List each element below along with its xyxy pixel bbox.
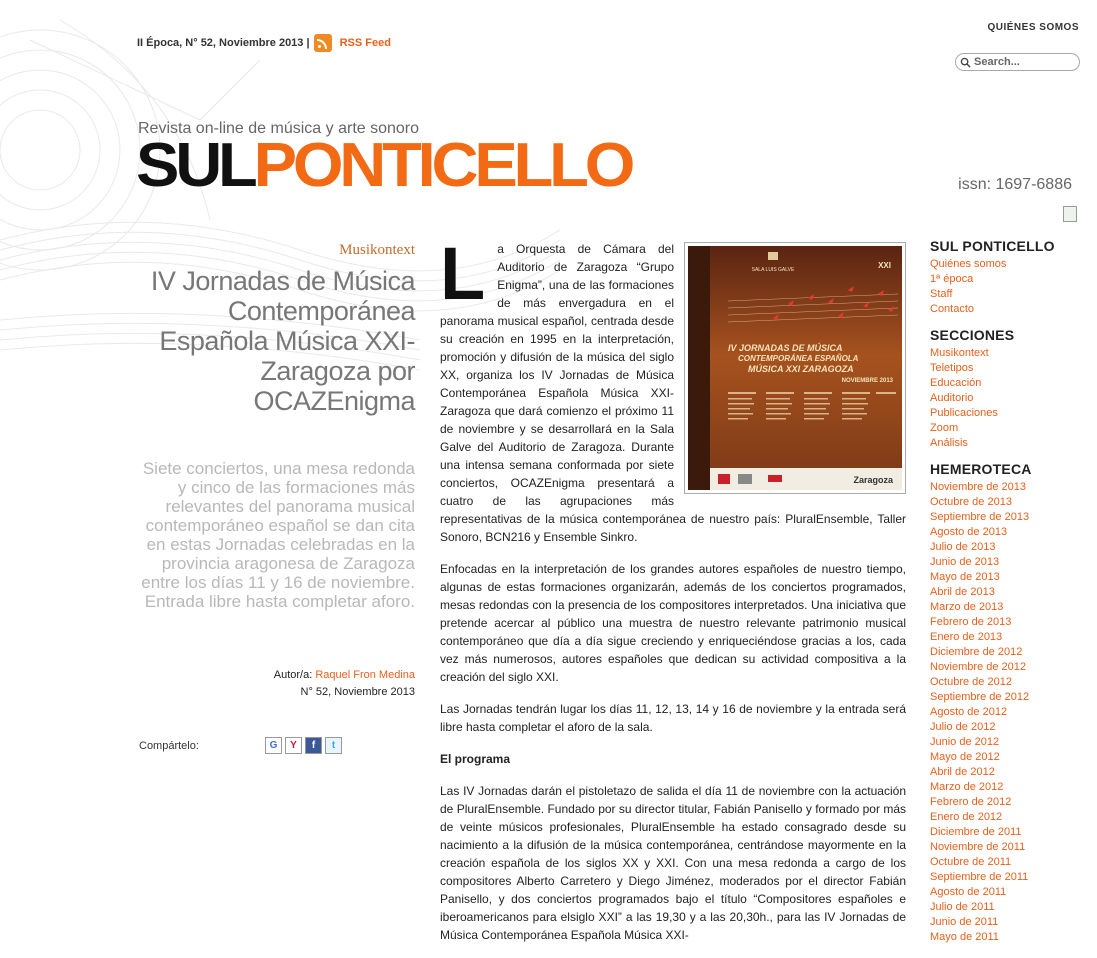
author-link[interactable]: Raquel Fron Medina — [315, 669, 415, 681]
sidebar-heading: SUL PONTICELLO — [930, 238, 1055, 254]
article-paragraph: Enfocadas en la interpretación de los grandes autores españoles de nuestro tiempo, algunas de estas formaciones organizarán, además de los conciertos programados, mesas redondas con la presencia de los compositores interpretados. Una iniciativa que pretende acercar al público una muestra de nuestro relevante patrimonio musical contemporáneo que día a día sigue creciendo y enriqueciéndose gracias a los, cada vez más numerosos, autores españoles que dedican su actividad compositiva a la creación del siglo XXI. — [440, 562, 906, 684]
archive-link[interactable]: Junio de 2013 — [930, 556, 1000, 568]
article-subtitle: Siete conciertos, una mesa redonda y cinco de las formaciones más relevantes del panorama musical contemporáneo español se dan cita en estas Jornadas celebradas en la provincia aragonesa de Zaragoza entre los días 11 y 16 de noviembre. Entrada libre hasta completar aforo. — [141, 459, 415, 611]
issue-label: N° 52, Noviembre 2013 — [300, 686, 415, 698]
archive-link[interactable]: Marzo de 2012 — [930, 781, 1004, 793]
sidebar-link[interactable]: Educación — [930, 377, 982, 389]
archive-link[interactable]: Diciembre de 2011 — [930, 826, 1022, 838]
share-label: Compártelo: — [139, 740, 199, 752]
yahoo-icon[interactable]: Y — [285, 737, 302, 754]
archive-link[interactable]: Mayo de 2012 — [930, 751, 1000, 763]
author-prefix: Autor/a: — [273, 669, 313, 681]
archive-link[interactable]: Julio de 2012 — [930, 721, 996, 733]
site-tagline: Revista on-line de música y arte sonoro — [138, 120, 420, 137]
archive-link[interactable]: Enero de 2013 — [930, 631, 1003, 643]
sidebar — [930, 238, 1090, 955]
sidebar-link[interactable]: Contacto — [930, 303, 975, 315]
archive-link[interactable]: Noviembre de 2013 — [930, 481, 1027, 493]
article-title: IV Jornadas de Música Contemporánea Española Música XXI-Zaragoza por OCAZEnigma — [150, 266, 415, 416]
archive-link[interactable]: Julio de 2011 — [930, 901, 995, 913]
archive-link[interactable]: Septiembre de 2012 — [930, 691, 1030, 703]
issue-text: II Época, N° 52, Noviembre 2013 | — [137, 37, 310, 49]
archive-link[interactable]: Mayo de 2013 — [930, 571, 1000, 583]
archive-link[interactable]: Marzo de 2013 — [930, 601, 1004, 613]
poster-title-1: IV JORNADAS DE MÚSICA — [728, 343, 843, 353]
archive-link[interactable]: Febrero de 2013 — [930, 616, 1012, 628]
poster-art — [688, 246, 902, 490]
article-paragraph: a Orquesta de Cámara del Auditorio de Zaragoza “Grupo Enigma”, una de las formaciones de más envergadura en el panorama musical español, centrada desde su creación en 1995 en la interpretación, promoción y difusión de la música del siglo XX, organiza los IV Jornadas de Música Contemporánea Española Música XXI-Zaragoza que dará comienzo el próximo 11 de noviembre y se desarrollará en la Sala Galve del Auditorio de Zaragoza. Durante una intensa semana conformada por siete conciertos, OCAZEnigma presentará a cuatro de las agrupaciones más representativas de la música contemporánea de nuestro país: PluralEnsemble, Taller Sonoro, BCN216 y Ensemble Sinkro. — [440, 242, 906, 544]
archive-link[interactable]: Agosto de 2011 — [930, 886, 1007, 898]
archive-link[interactable]: Octubre de 2011 — [930, 856, 1012, 868]
archive-link[interactable]: Septiembre de 2013 — [930, 511, 1030, 523]
archive-link[interactable]: Enero de 2012 — [930, 811, 1003, 823]
twitter-icon[interactable]: t — [325, 737, 342, 754]
sidebar-heading: HEMEROTECA — [930, 461, 1032, 477]
rss-icon[interactable] — [314, 34, 332, 52]
archive-link[interactable]: Octubre de 2012 — [930, 676, 1012, 688]
archive-link[interactable]: Junio de 2011 — [930, 916, 999, 928]
sidebar-link[interactable]: Musikontext — [930, 347, 989, 359]
nav-quienes-somos[interactable]: QUIÉNES SOMOS — [987, 22, 1079, 33]
issn: issn: 1697-6886 — [958, 176, 1072, 193]
article-paragraph: Las Jornadas tendrán lugar los días 11, 12, 13, 14 y 16 de noviembre y la entrada será libre hasta completar el aforo de la sala. — [440, 702, 906, 734]
search-box[interactable] — [955, 53, 1080, 71]
archive-link[interactable]: Agosto de 2012 — [930, 706, 1008, 718]
sidebar-heading: SECCIONES — [930, 327, 1015, 343]
logo-ponticello: PONTICELLO — [253, 131, 632, 200]
sidebar-list — [930, 346, 1090, 451]
event-poster — [684, 242, 906, 494]
facebook-icon[interactable]: f — [305, 737, 322, 754]
archive-link[interactable]: Junio de 2012 — [930, 736, 1000, 748]
archive-link[interactable]: Octubre de 2013 — [930, 496, 1012, 508]
poster-badge: XXI — [878, 261, 891, 270]
search-input[interactable] — [971, 56, 1074, 68]
sidebar-list — [930, 257, 1090, 317]
site-logo[interactable] — [136, 131, 632, 200]
archive-link[interactable]: Abril de 2013 — [930, 586, 995, 598]
archive-link[interactable]: Febrero de 2012 — [930, 796, 1012, 808]
sidebar-link[interactable]: Staff — [930, 288, 953, 300]
google-icon[interactable]: G — [265, 737, 282, 754]
sidebar-link[interactable]: Publicaciones — [930, 407, 998, 419]
poster-date: NOVIEMBRE 2013 — [841, 378, 893, 384]
poster-footer: Zaragoza — [853, 475, 893, 485]
poster-venue: SALA LUIS GALVE — [751, 267, 795, 273]
archive-link[interactable]: Diciembre de 2012 — [930, 646, 1023, 658]
sidebar-link[interactable]: Análisis — [930, 437, 968, 449]
archive-link[interactable]: Noviembre de 2012 — [930, 661, 1027, 673]
sidebar-link[interactable]: Zoom — [930, 422, 959, 434]
dropcap: L — [440, 232, 486, 315]
poster-title-2: CONTEMPORÁNEA ESPAÑOLA — [738, 354, 859, 363]
article-subheading: El programa — [440, 752, 511, 766]
archive-link[interactable]: Agosto de 2013 — [930, 526, 1008, 538]
archive-link[interactable]: Mayo de 2011 — [930, 931, 999, 943]
section-label[interactable]: Musikontext — [339, 242, 415, 258]
sidebar-link[interactable]: 1ª época — [930, 273, 974, 285]
sidebar-link[interactable]: Auditorio — [930, 392, 974, 404]
article-body — [440, 232, 906, 958]
archive-link[interactable]: Abril de 2012 — [930, 766, 995, 778]
archive-link[interactable]: Noviembre de 2011 — [930, 841, 1026, 853]
article-paragraph: Las IV Jornadas darán el pistoletazo de salida el día 11 de noviembre con la actuación de PluralEnsemble. Fundado por su director titular, Fabián Panisello y formado por más de veinte músicos profesionales, PluralEnsemble ha estado consagrado desde su nacimiento a la difusión de la música contemporánea, centrándose mayormente en la creación española de los siglos XX y XXI. Con una mesa redonda a cargo de los compositores Alberto Carretero y Diego Jiménez, moderados por el director Fabián Panisello, y dos conciertos programados bajo el título “Compositores españoles e iberoamericanos para elsiglo XXI” a las 19,30 y a las 20,30h., para las IV Jornadas de Música Contemporánea Española Música XXI- — [440, 784, 906, 942]
sidebar-link[interactable]: Quiénes somos — [930, 258, 1007, 270]
search-icon — [960, 57, 971, 68]
rss-feed-link[interactable]: RSS Feed — [339, 37, 391, 49]
archive-link[interactable]: Julio de 2013 — [930, 541, 996, 553]
archive-list — [930, 480, 1090, 945]
logo-sul: SUL — [136, 131, 254, 200]
sidebar-link[interactable]: Teletipos — [930, 362, 974, 374]
issue-line — [137, 34, 391, 52]
poster-title-3: MÚSICA XXI ZARAGOZA — [748, 364, 854, 374]
broken-image-icon — [1063, 206, 1077, 222]
author-line — [200, 669, 415, 681]
share-icons — [265, 737, 342, 754]
archive-link[interactable]: Septiembre de 2011 — [930, 871, 1029, 883]
